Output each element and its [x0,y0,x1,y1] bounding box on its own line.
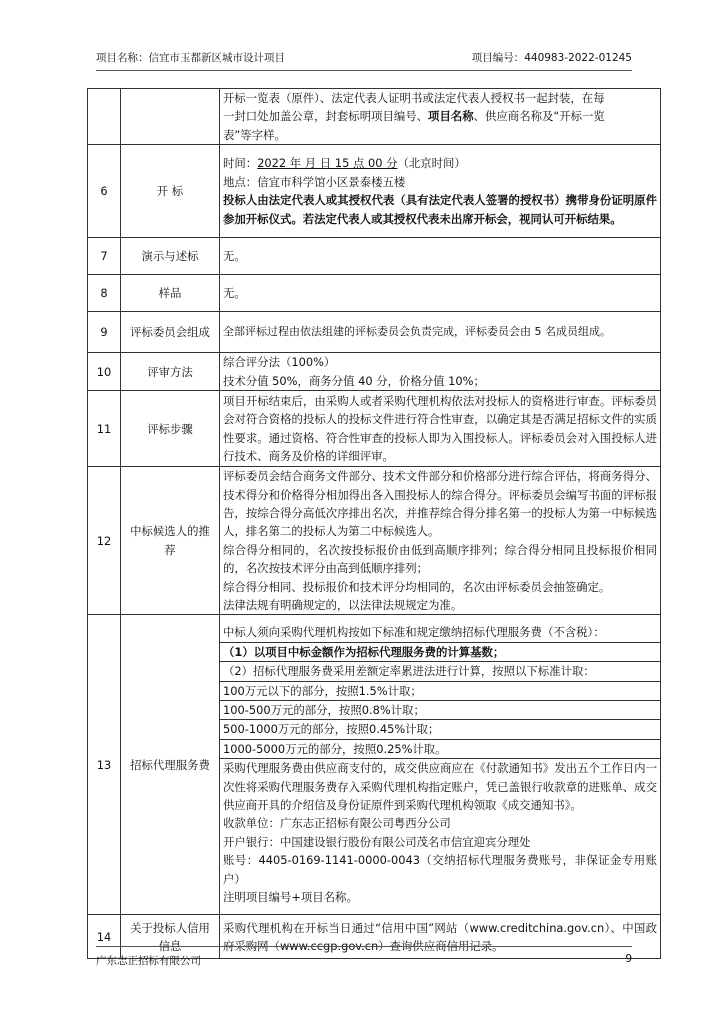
project-number: 项目编号：440983-2022-01245 [471,52,632,64]
row-content: 评标委员会结合商务文件部分、技术文件部分和价格部分进行综合评估，将商务得分、技术得分和价格得分相加得出各入围投标人的综合得分。评标委员会编写书面的评标报告，按综合得分高低次序排出名次，并推荐综合得分排名第一的投标人为第一中标候选人，排名第二的投标人为第二中标候选人。 综合得分相同的，名次按投标报价由低到高顺序排列；综合得分相同且投标报价相同的，名次按技术评分由高到低顺序排列； 综合得分相同、投标报价和技术评分均相同的，名次由评标委员会抽签确定。 法律法规有明确规定的，以法律法规规定为准。 [220,467,661,615]
row-name: 关于投标人信用信息 [121,915,220,959]
table-row [88,145,661,238]
page-footer [96,953,632,968]
row-content: 无。 [220,238,661,275]
row-number: 6 [88,145,121,238]
row-name: 演示与述标 [121,238,220,275]
row-content: 项目开标结束后，由采购人或者采购代理机构依法对投标人的资格进行审查。评标委员会对符合资格的投标人的投标文件进行符合性审查，以确定其是否满足招标文件的实质性要求。通过资格、符合性审查的投标人即为入围投标人。评标委员会对入围投标人进行技术、商务及价格的详细评审。 [220,391,661,467]
project-name: 项目名称：信宜市玉都新区城市设计项目 [96,52,285,64]
row-number: 12 [88,467,121,615]
row-number: 7 [88,238,121,275]
row-name: 招标代理服务费 [121,615,220,915]
row-content: 综合评分法（100%） 技术分值 50%，商务分值 40 分，价格分值 10%； [220,353,661,391]
row-content: 全部评标过程由依法组建的评标委员会负责完成，评标委员会由 5 名成员组成。 [220,312,661,353]
row-name [121,89,220,145]
row-content: 开标一览表（原件）、法定代表人证明书或法定代表人授权书一起封装，在每 一封口处加盖公章，封套标明项目编号、项目名称、供应商名称及“开标一览 表”等字样。 [220,89,661,145]
table-row [88,89,661,145]
row-name: 评标委员会组成 [121,312,220,353]
row-name: 中标候选人的推荐 [121,467,220,615]
bid-info-table [87,88,661,959]
table-row [88,238,661,275]
row-content: 时间：2022 年 月 日 15 点 00 分（北京时间） 地点：信宜市科学馆小区景泰楼五楼 投标人由法定代表人或其授权代表（具有法定代表人签署的授权书）携带身份证明原件参加开标仪式。若法定代表人或其授权代表未出席开标会，视同认可开标结果。 [220,145,661,238]
row-number [88,89,121,145]
row-name: 开 标 [121,145,220,238]
footer-rule [96,946,632,947]
bid-opening-time: 2022 年 月 日 15 点 00 分 [257,156,398,171]
row-content: 无。 [220,275,661,312]
row-number: 11 [88,391,121,467]
row-number: 13 [88,615,121,915]
bid-opening-place: 地点：信宜市科学馆小区景泰楼五楼 [223,174,406,189]
table-row [88,391,661,467]
row-name: 评标步骤 [121,391,220,467]
row-number: 9 [88,312,121,353]
row-number: 8 [88,275,121,312]
row-number: 14 [88,915,121,959]
header-rule [96,70,632,71]
row-content: 中标人须向采购代理机构按如下标准和规定缴纳招标代理服务费（不含税）： （1）以项目中标金额作为招标代理服务费的计算基数； （2）招标代理服务费采用差额定率累进法进行计算，按照以下标准计取： 100万元以下的部分，按照1.5%计取； 100-500万元的部分，按照0.8%计取； 500-1000万元的部分，按照0.45%计取； 1000-5000万元的部分，按照0.25%计取。 采购代理服务费由供应商支付的，成交供应商应在《付款通知书》发出五个工作日内一次性将采购代理服务费存入采购代理机构指定账户，凭已盖银行收款章的进账单、成交供应商开具的介绍信及身份证原件到采购代理机构领取《成交通知书》。 收款单位：广东志正招标有限公司粤西分公司 开户银行：中国建设银行股份有限公司茂名市信宜迎宾分理处 账号：4405-0169-1141-0000-0043（交纳招标代理服务费账号，非保证金专用账户） 注明项目编号+项目名称。 [220,615,661,915]
page-header [96,50,632,66]
table-row [88,353,661,391]
table-row [88,467,661,615]
table-row [88,615,661,915]
page-number: 9 [625,953,632,965]
table-row [88,312,661,353]
table-row [88,275,661,312]
row-number: 10 [88,353,121,391]
row-name: 样品 [121,275,220,312]
footer-company: 广东志正招标有限公司 [96,955,201,967]
row-content: 采购代理机构在开标当日通过“信用中国”网站（www.creditchina.gov.cn）、中国政府采购网（www.ccgp.gov.cn）查询供应商信用记录。 [220,915,661,959]
row-name: 评审方法 [121,353,220,391]
